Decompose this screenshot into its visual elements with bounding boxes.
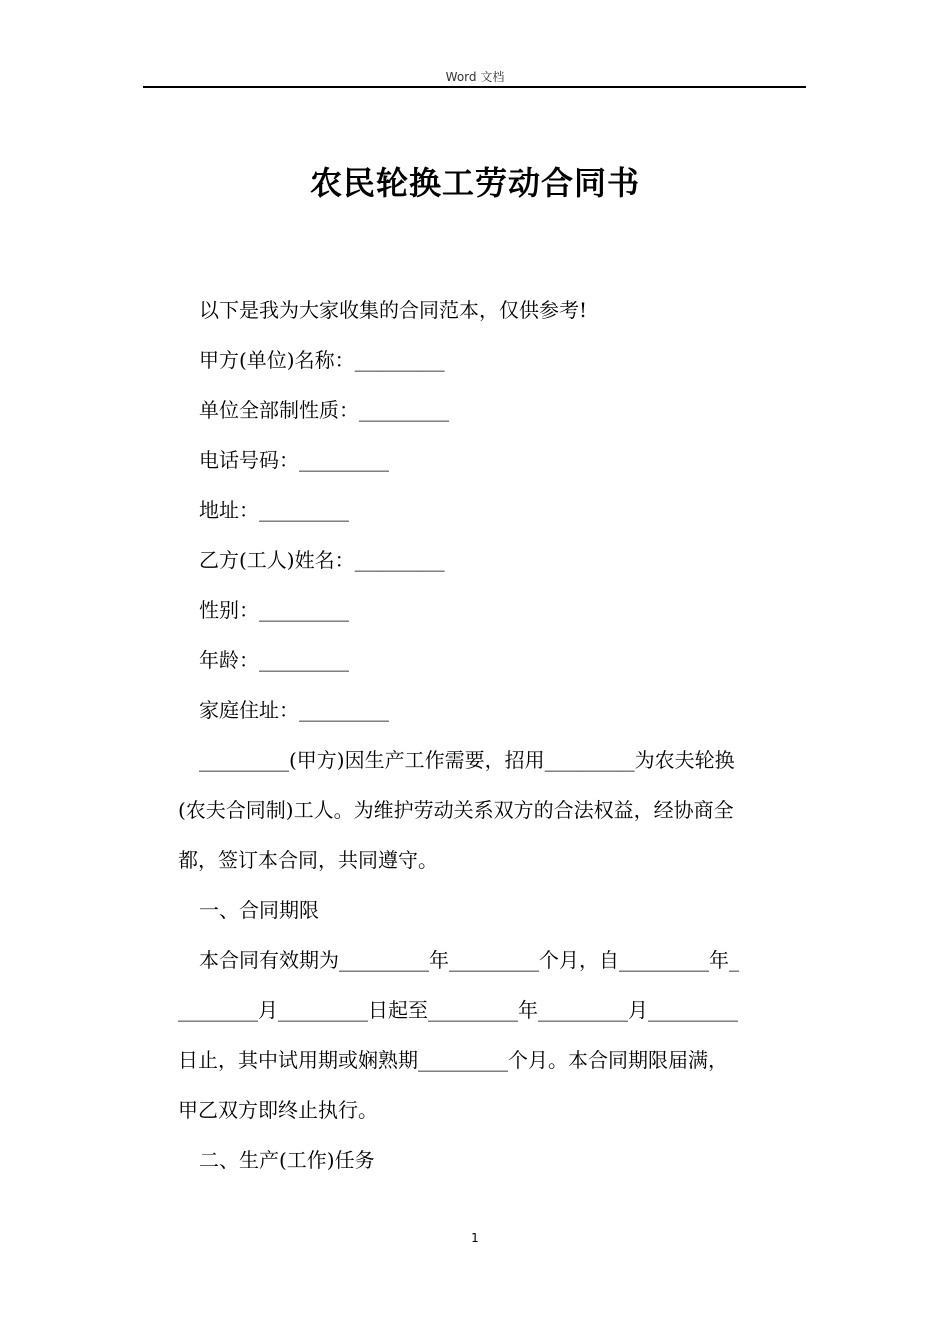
section-heading-term: 一、合同期限 bbox=[199, 898, 319, 922]
age-line: 年龄：_________ bbox=[199, 648, 349, 672]
term-paragraph-line: 日止，其中试用期或娴熟期_________个月。本合同期限届满， bbox=[178, 1048, 728, 1072]
term-paragraph-line: 本合同有效期为_________年_________个月，自_________年_ bbox=[199, 948, 739, 972]
document-title: 农民轮换工劳动合同书 bbox=[309, 164, 640, 202]
body-paragraph-line: 都，签订本合同，共同遵守。 bbox=[178, 848, 438, 872]
page-number: 1 bbox=[471, 1231, 479, 1245]
intro-line: 以下是我为大家收集的合同范本，仅供参考! bbox=[199, 298, 588, 322]
section-heading-task: 二、生产(工作)任务 bbox=[199, 1148, 375, 1172]
ownership-line: 单位全部制性质：_________ bbox=[199, 398, 449, 422]
page-header: Word 文档 bbox=[445, 70, 505, 84]
gender-line: 性别：_________ bbox=[199, 598, 349, 622]
phone-line: 电话号码：_________ bbox=[199, 448, 389, 472]
term-paragraph-line: 甲乙双方即终止执行。 bbox=[178, 1098, 378, 1122]
party-b-name-line: 乙方(工人)姓名：_________ bbox=[199, 548, 445, 572]
term-paragraph-line: ________月_________日起至_________年_________月_________ bbox=[178, 998, 738, 1022]
home-address-line: 家庭住址：_________ bbox=[199, 698, 389, 722]
party-a-name-line: 甲方(单位)名称：_________ bbox=[199, 348, 445, 372]
body-paragraph-line: _________(甲方)因生产工作需要，招用_________为农夫轮换 bbox=[199, 748, 735, 772]
body-paragraph-line: (农夫合同制)工人。为维护劳动关系双方的合法权益，经协商全 bbox=[178, 798, 734, 822]
address-line: 地址：_________ bbox=[199, 498, 349, 522]
header-divider bbox=[143, 86, 806, 88]
